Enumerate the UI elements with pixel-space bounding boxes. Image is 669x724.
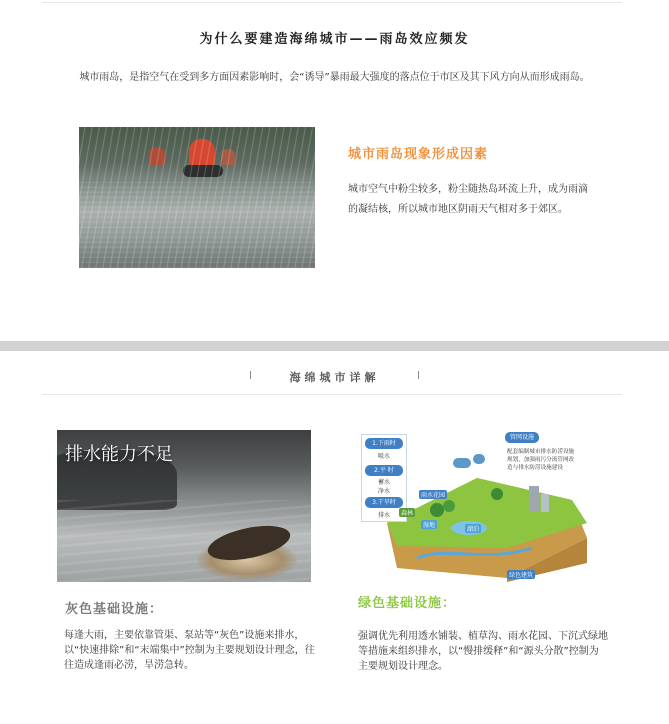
label-forest: 森林 (401, 510, 414, 517)
green-infrastructure-text: 强调优先利用透水铺装、植草沟、雨水花园、下沉式绿地等措施来组织排水，以“慢排缓释”和“源头分散”控制为主要规划设计理念。 (358, 631, 608, 672)
legend-tag-normal: 2.平 时 (365, 465, 403, 476)
pipe-facility-tag: 管网设施 (505, 432, 539, 443)
cause-section-title: 城市雨岛现象形成因素 (348, 147, 489, 162)
intro-text: 城市雨岛，是指空气在受到多方面因素影响时，会“诱导”暴雨最大强度的落点位于市区及其下风方向从而形成雨岛。 (79, 72, 590, 83)
rain-cloud-icon (453, 458, 471, 468)
green-infrastructure-title: 绿色基础设施： (358, 596, 457, 611)
rainstorm-street-photo (79, 127, 315, 268)
flooded-drain-photo (57, 430, 311, 582)
legend-tag-drought: 3.干旱时 (365, 497, 403, 508)
heading-tick-right (418, 371, 419, 379)
legend-desc-normal: 蓄水 净水 (377, 479, 390, 495)
rain-streaks (79, 127, 315, 268)
legend-desc-raining: 吸水 (377, 453, 390, 460)
detail-heading: 海绵城市详解 (289, 371, 380, 384)
detail-divider (42, 394, 622, 395)
legend-tag-raining: 1.下雨时 (365, 438, 403, 449)
tree-shape (430, 503, 444, 517)
building-shape (529, 486, 539, 512)
drain-photo-caption: 排水能力不足 (65, 444, 173, 465)
tree-shape (491, 488, 503, 500)
label-green-building: 绿色建筑 (509, 572, 534, 579)
cause-section-text: 城市空气中粉尘较多，粉尘随热岛环流上升，成为雨滴的凝结核，所以城市地区阴雨天气相对多于郊区。 (348, 184, 588, 215)
sponge-city-diagram (357, 428, 605, 582)
label-lake: 湖泊 (467, 526, 480, 533)
building-shape (541, 494, 549, 512)
section-separator-bar (0, 341, 669, 351)
label-rain-garden: 雨水花园 (421, 492, 446, 499)
rain-cloud-icon (473, 454, 485, 464)
grey-infrastructure-text: 每逢大雨，主要依靠管渠、泵站等“灰色”设施来排水，以“快速排除”和“末端集中”控制为主要规划设计理念，往往造成逢雨必涝，旱涝急转。 (64, 630, 315, 671)
top-divider (42, 2, 622, 3)
pipe-facility-note: 配套编制城市排水防涝设施规划，加强雨污分流管网改造与排水防涝设施建设 (507, 449, 575, 471)
tree-shape (443, 500, 455, 512)
label-wetland: 湿地 (423, 522, 436, 529)
legend-desc-drought: 排水 (377, 512, 390, 519)
grey-infrastructure-title: 灰色基础设施： (65, 602, 164, 617)
page-title: 为什么要建造海绵城市——雨岛效应频发 (199, 32, 470, 47)
